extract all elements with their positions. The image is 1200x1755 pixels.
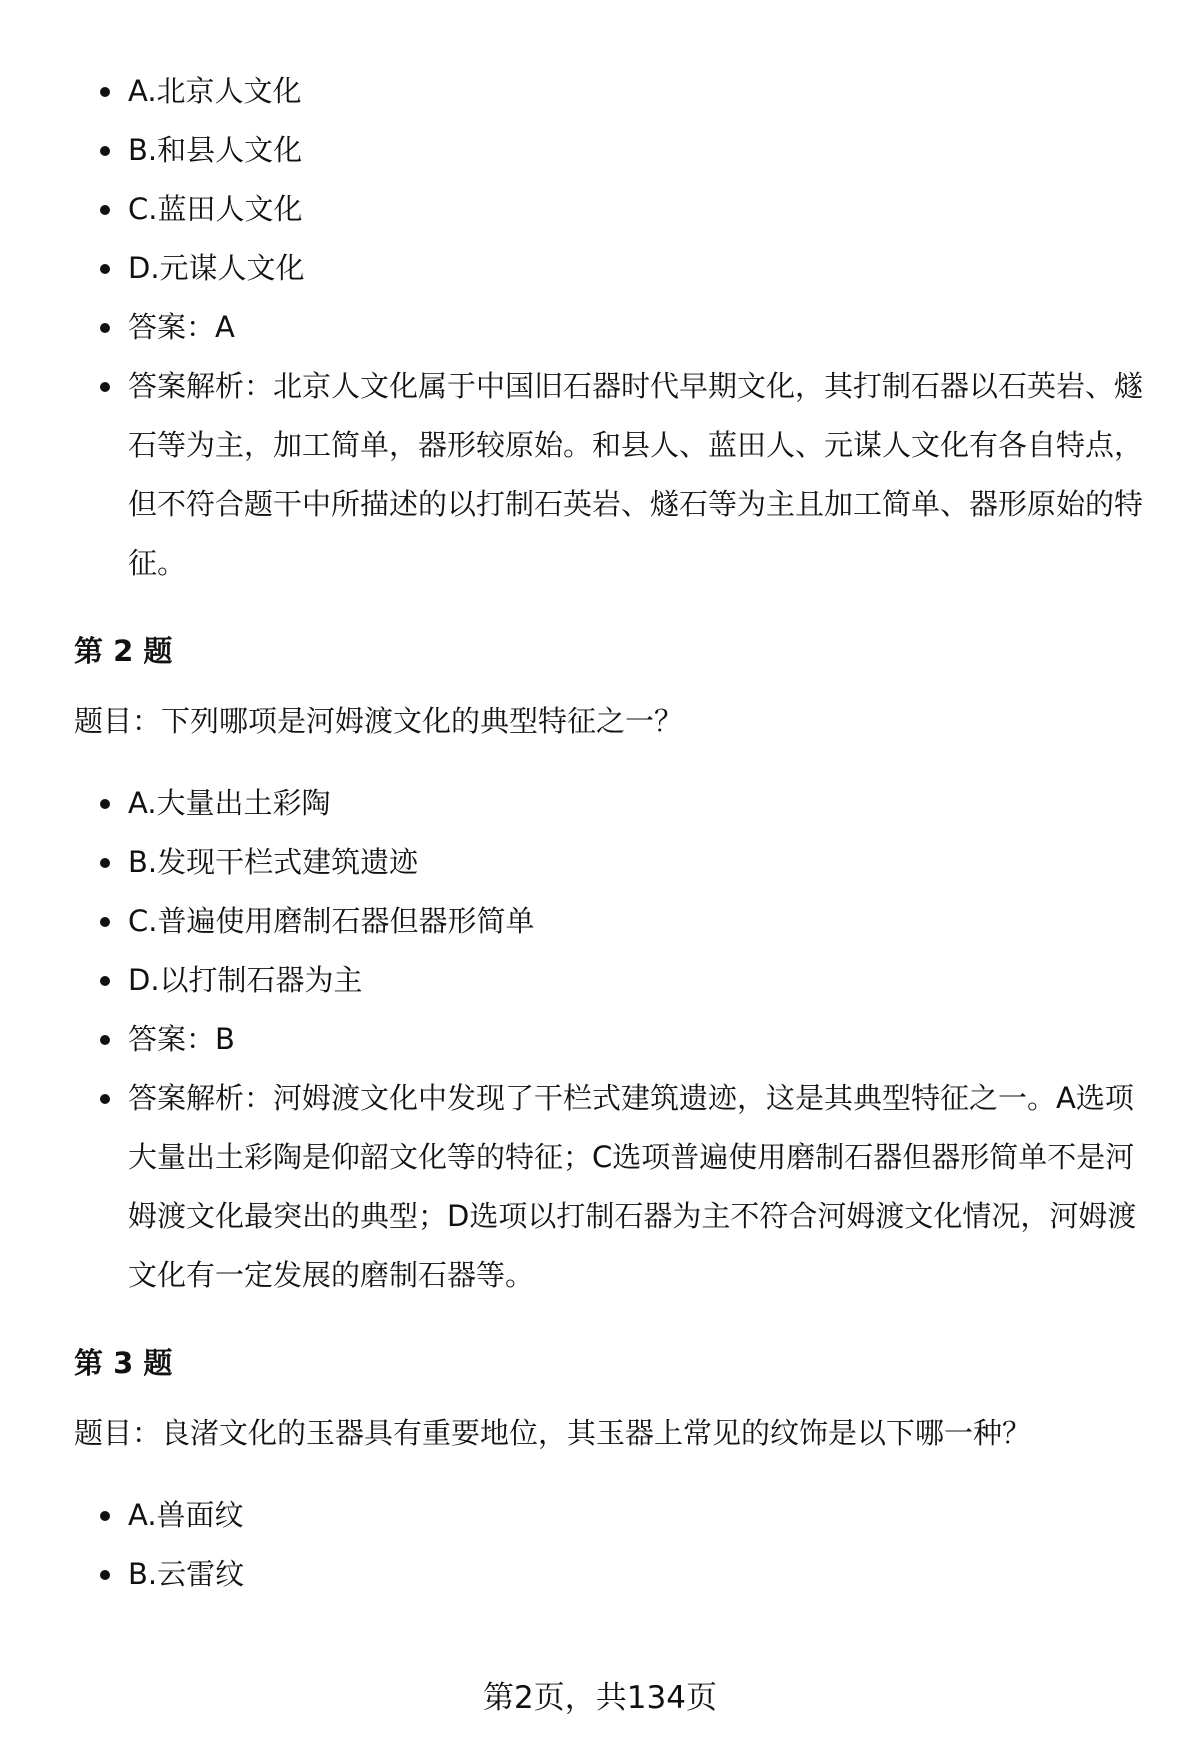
q3-option-a: A.兽面纹 [128,1486,1148,1545]
q1-answer: 答案：A [128,298,1148,357]
q2-option-d: D.以打制石器为主 [128,951,1148,1010]
section-gap [0,1305,1200,1317]
q3-question: 题目：良渚文化的玉器具有重要地位，其玉器上常见的纹饰是以下哪一种？ [74,1416,1032,1450]
q1-explanation: 答案解析：北京人文化属于中国旧石器时代早期文化，其打制石器以石英岩、燧石等为主，加工简单，器形较原始。和县人、蓝田人、元谋人文化有各自特点，但不符合题干中所描述的以打制石英岩、燧石等为主且加工简单、器形原始的特征。 [128,357,1148,593]
q1-option-list [0,62,1200,593]
page-content [0,62,1200,1604]
page-footer: 第2页，共134页 [483,1680,717,1716]
q2-heading: 第 2 题 [74,634,173,668]
q2-option-list [0,774,1200,1305]
q1-option-b: B.和县人文化 [128,121,1148,180]
q2-option-a: A.大量出土彩陶 [128,774,1148,833]
q1-option-d: D.元谋人文化 [128,239,1148,298]
q2-explanation: 答案解析：河姆渡文化中发现了干栏式建筑遗迹，这是其典型特征之一。A选项大量出土彩陶是仰韶文化等的特征；C选项普遍使用磨制石器但器形简单不是河姆渡文化最突出的典型；D选项以打制石器为主不符合河姆渡文化情况，河姆渡文化有一定发展的磨制石器等。 [128,1069,1148,1305]
q3-heading: 第 3 题 [74,1346,173,1380]
q2-option-c: C.普遍使用磨制石器但器形简单 [128,892,1148,951]
q3-option-list [0,1486,1200,1604]
q2-answer: 答案：B [128,1010,1148,1069]
section-gap [0,593,1200,605]
q1-option-a: A.北京人文化 [128,62,1148,121]
q1-option-c: C.蓝田人文化 [128,180,1148,239]
q3-option-b: B.云雷纹 [128,1545,1148,1604]
q2-question: 题目：下列哪项是河姆渡文化的典型特征之一？ [74,704,684,738]
q2-option-b: B.发现干栏式建筑遗迹 [128,833,1148,892]
